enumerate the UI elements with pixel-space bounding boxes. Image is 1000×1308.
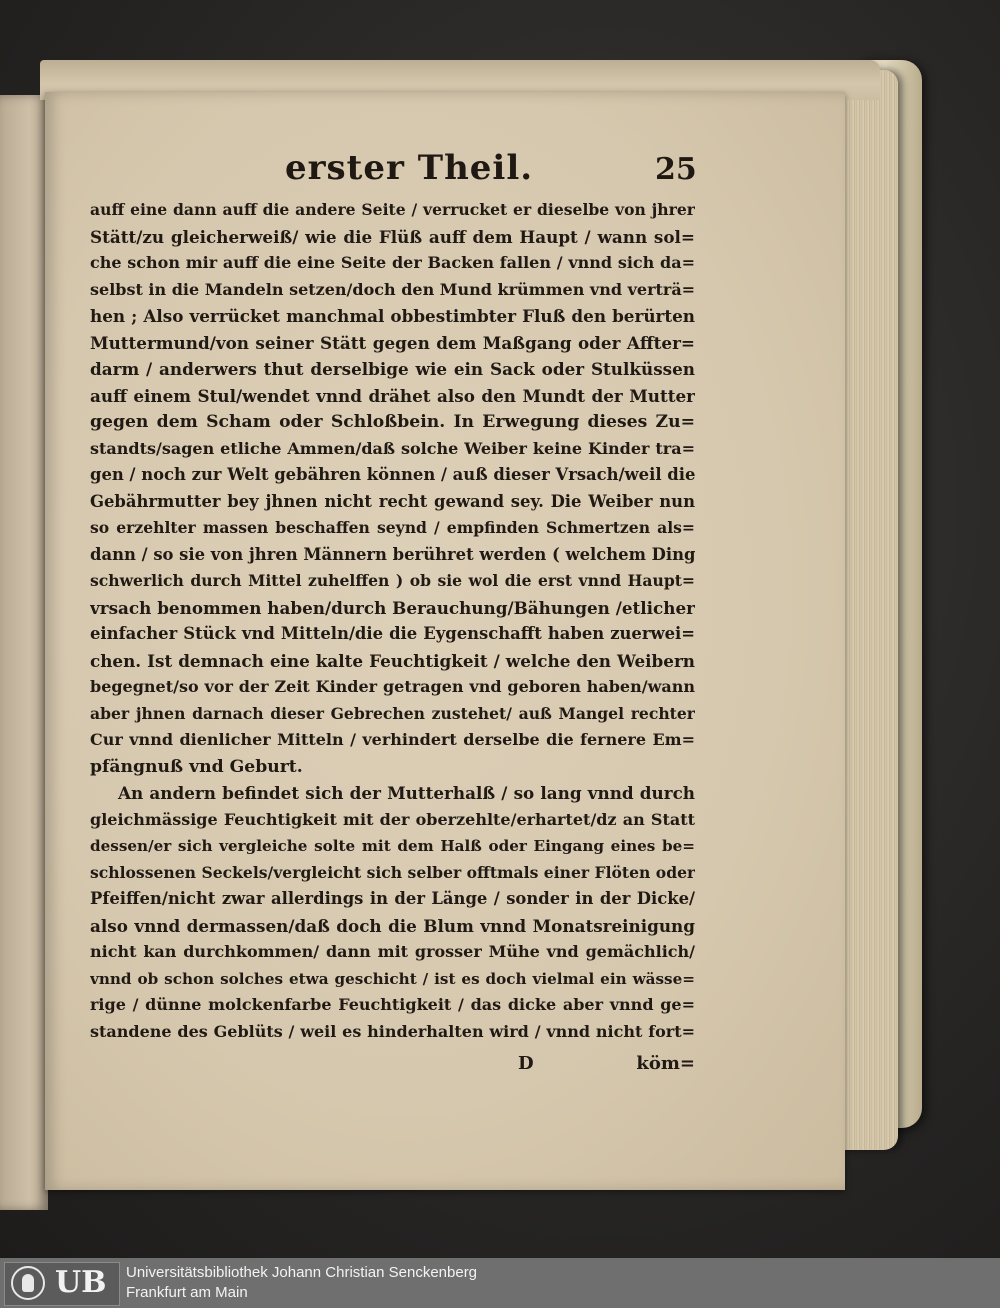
text-line: che schon mir auff die eine Seite der Backen fallen / vnnd sich da= [90, 253, 695, 272]
text-line: An andern befindet sich der Mutterhalß / so lang vnnd durch [118, 783, 695, 803]
text-line: gegen dem Scham oder Schloßbein. In Erwegung dieses Zu= [90, 412, 695, 432]
text-line: auff eine dann auff die andere Seite / verrucket er dieselbe von jhrer [90, 200, 695, 219]
text-line: vrsach benommen haben/durch Berauchung/Bähungen /etlicher [90, 597, 695, 618]
text-line: auff einem Stul/wendet vnnd drähet also den Mundt der Mutter [90, 385, 695, 406]
logo-text: UB [55, 1265, 107, 1300]
page-footer-marks [90, 1053, 695, 1081]
institution-name: Universitätsbibliothek Johann Christian Senckenberg [126, 1264, 478, 1281]
text-line: dessen/er sich vergleiche solte mit dem Halß oder Eingang eines be= [90, 837, 695, 855]
text-line: begegnet/so vor der Zeit Kinder getragen vnd geboren haben/wann [90, 677, 695, 696]
facing-page-edge [0, 95, 48, 1210]
text-line: gleichmässige Feuchtigkeit mit der oberzehlte/erhartet/dz an Statt [90, 809, 695, 829]
text-line: selbst in die Mandeln setzen/doch den Mund krümmen vnd verträ= [90, 279, 695, 299]
page-body-text [90, 197, 695, 1045]
text-line: also vnnd dermassen/daß doch die Blum vnnd Monatsreinigung [90, 915, 695, 936]
library-logo[interactable] [4, 1262, 120, 1306]
text-line: Pfeiffen/nicht zwar allerdings in der Länge / sonder in der Dicke/ [90, 889, 695, 908]
library-footer-bar [0, 1258, 1000, 1308]
text-line: schlossenen Seckels/vergleicht sich selber offtmals einer Flöten oder [90, 862, 695, 882]
text-line: nicht kan durchkommen/ dann mit grosser Mühe vnd gemächlich/ [90, 942, 695, 961]
text-line: standene des Geblüts / weil es hinderhalten wird / vnnd nicht fort= [90, 1021, 695, 1041]
text-line: vnnd ob schon solches etwa geschicht / ist es doch vielmal ein wässe= [90, 969, 695, 988]
text-line: Stätt/zu gleicherweiß/ wie die Flüß auff dem Haupt / wann sol= [90, 226, 695, 247]
text-line: pfängnuß vnd Geburt. [90, 756, 303, 777]
page-number: 25 [655, 152, 697, 187]
library-credit [126, 1263, 477, 1303]
text-line: einfacher Stück vnd Mitteln/die die Eygenschafft haben zuerwei= [90, 624, 695, 643]
text-line: hen ; Also verrücket manchmal obbestimbter Fluß den berürten [90, 306, 695, 326]
text-line: gen / noch zur Welt gebähren können / auß dieser Vrsach/weil die [90, 465, 695, 484]
signature-mark: D [518, 1053, 534, 1074]
text-line: so erzehlter massen beschaffen seynd / empfinden Schmertzen als= [90, 518, 695, 537]
text-line: schwerlich durch Mittel zuhelffen ) ob sie wol die erst vnnd Haupt= [90, 571, 695, 590]
text-line: standts/sagen etliche Ammen/daß solche Weiber keine Kinder tra= [90, 438, 695, 458]
text-line: rige / dünne molckenfarbe Feuchtigkeit / das dicke aber vnnd ge= [90, 995, 695, 1014]
catchword: köm= [636, 1053, 695, 1074]
text-line: Muttermund/von seiner Stätt gegen dem Maßgang oder Affter= [90, 332, 695, 353]
text-line: chen. Ist demnach eine kalte Feuchtigkeit / welche den Weibern [90, 650, 695, 671]
text-line: aber jhnen darnach dieser Gebrechen zustehet/ auß Mangel rechter [90, 703, 695, 723]
text-line: Cur vnnd dienlicher Mitteln / verhindert derselbe die fernere Em= [90, 730, 695, 749]
running-head: erster Theil. [285, 148, 534, 188]
seal-icon [11, 1266, 45, 1300]
text-line: darm / anderwers thut derselbige wie ein Sack oder Stulküssen [90, 359, 695, 379]
institution-city: Frankfurt am Main [126, 1284, 248, 1301]
text-line: Gebährmutter bey jhnen nicht recht gewand sey. Die Weiber nun [90, 491, 695, 511]
text-line: dann / so sie von jhren Männern berühret werden ( welchem Ding [90, 544, 695, 564]
